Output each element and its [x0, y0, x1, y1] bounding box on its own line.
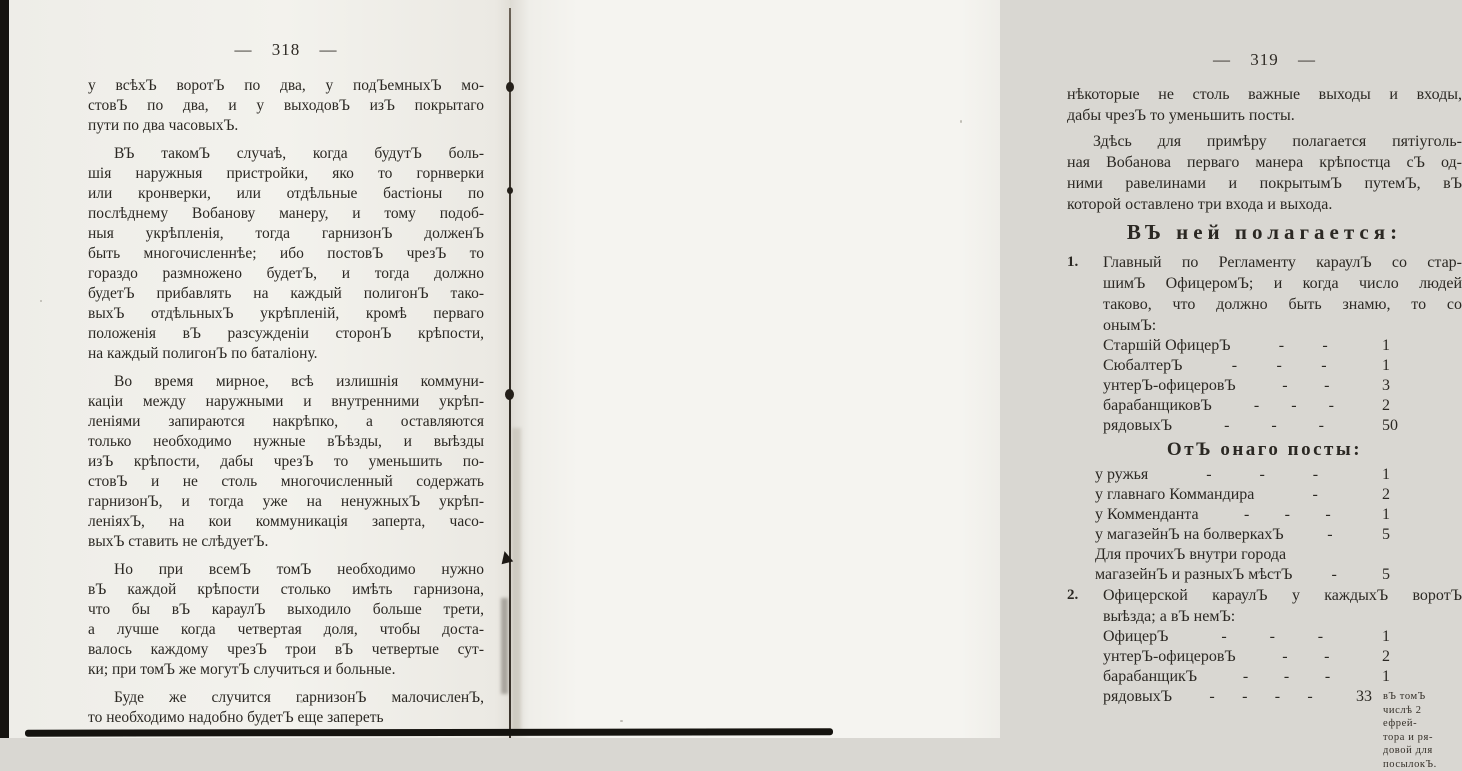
row-label: магазейнЪ и разныхЪ мѣстЪ [1095, 565, 1292, 585]
table-row [1103, 356, 1462, 376]
posts-table [1095, 465, 1462, 585]
list-item-2 [1067, 585, 1462, 707]
leader-dash: - [1324, 376, 1329, 396]
list-item-2-text [1103, 585, 1462, 627]
row-label: барабанщиковЪ [1103, 396, 1212, 416]
text-line: ки; при томЪ же могутЪ случиться и больные. [88, 660, 484, 680]
list-item-1 [1067, 252, 1462, 436]
margin-note-line: ефрей- [1383, 717, 1453, 731]
text-line: дабы чрезЪ то уменьшить посты. [1067, 105, 1462, 126]
leader-dashes [1197, 667, 1382, 687]
leader-dashes [1168, 627, 1382, 647]
leader-dashes [1199, 505, 1382, 525]
list-item-1-number: 1. [1067, 252, 1103, 436]
text-line: ная Вобанова перваго манера крѣпостца сЪ од- [1067, 152, 1462, 173]
margin-note-line: числѣ 2 [1383, 704, 1453, 718]
leader-dash: - [1284, 667, 1289, 687]
leader-dash: - [1282, 647, 1287, 667]
text-line: таково, что должно быть знамю, то со [1103, 294, 1462, 315]
leader-dashes [1148, 465, 1382, 485]
margin-note-line: довой для [1383, 744, 1453, 758]
text-line: что бы вЪ караулЪ выходило больше трети, [88, 600, 484, 620]
text-line: а лучше когда четвертая доля, чтобы доста- [88, 620, 484, 640]
text-line: каціи между наружными и внутренними укрѣп- [88, 392, 484, 412]
leader-dash: - [1313, 465, 1318, 485]
text-line: то необходимо надобно будетЪ еще запереть [88, 708, 484, 728]
leader-dash: - [1291, 396, 1296, 416]
leader-dashes [1172, 416, 1382, 436]
leader-dash: - [1318, 627, 1323, 647]
posts-heading: ОтЪ онаго посты: [1067, 439, 1462, 461]
table-row [1103, 336, 1462, 356]
text-line: нѣкоторые не столь важные выходы и входы, [1067, 84, 1462, 105]
table-row [1103, 627, 1462, 647]
paragraph [88, 372, 484, 552]
row-label: у главнаго Коммандира [1095, 485, 1254, 505]
leader-dash: - [1319, 416, 1324, 436]
row-label: у ружья [1095, 465, 1148, 485]
gutter-smudge [512, 428, 521, 733]
list-item-1-body [1103, 252, 1462, 436]
book-edge-shadow [0, 0, 9, 738]
leader-dash: - [1279, 336, 1284, 356]
text-line: Но при всемЪ томЪ необходимо нужно [88, 560, 484, 580]
row-value: 1 [1382, 505, 1462, 525]
paper-speck [960, 120, 962, 123]
text-line: шимЪ ОфицеромЪ; и когда число людей [1103, 273, 1462, 294]
row-value: 1 [1382, 465, 1462, 485]
text-line: выхЪ отдѣльныхЪ укрѣпленій, кромѣ перваго [88, 304, 484, 324]
officer-guard-table [1103, 627, 1462, 707]
row-label: у магазейнЪ на болверкахЪ [1095, 525, 1284, 545]
right-page [510, 0, 1000, 738]
row-value: 2 [1382, 485, 1462, 505]
table-row [1103, 376, 1462, 396]
right-page-body-text [1067, 84, 1462, 215]
text-line: или кронверки, или отдѣльные бастіоны по [88, 184, 484, 204]
page-number-319: — 319 — [1067, 50, 1462, 70]
row-label: унтерЪ-офицеровЪ [1103, 376, 1236, 396]
leader-dash: - [1282, 376, 1287, 396]
text-line: положенія вЪ разсужденіи сторонЪ крѣпости, [88, 324, 484, 344]
text-line: Главный по Регламенту караулЪ со стар- [1103, 252, 1462, 273]
text-line: ними равелинами и покрытымЪ путемЪ, вЪ [1067, 173, 1462, 194]
margin-note [1383, 690, 1453, 771]
text-line: послѣднему Вобанову манеру, и тому подоб- [88, 204, 484, 224]
left-page-content [88, 40, 484, 736]
table-row [1103, 687, 1462, 707]
leader-dashes [1172, 687, 1356, 707]
leader-dash: - [1277, 356, 1282, 376]
text-line: у всѣхЪ воротЪ по два, у подЪемныхЪ мо- [88, 76, 484, 96]
row-label: барабанщикЪ [1103, 667, 1197, 687]
row-value: 50 [1382, 416, 1462, 436]
row-value: 1 [1382, 627, 1462, 647]
leader-dashes [1212, 396, 1382, 416]
text-line: только необходимо нужные вЪѣзды, и выѣзды [88, 432, 484, 452]
leader-dash: - [1285, 505, 1290, 525]
section-heading: ВЪ ней полагается: [1067, 220, 1462, 245]
row-value: 1 [1382, 356, 1462, 376]
text-line: которой оставлено три входа и выхода. [1067, 194, 1462, 215]
text-line: быть многочисленнѣе; ибо постовЪ чрезЪ то [88, 244, 484, 264]
margin-note-line: вЪ томЪ [1383, 690, 1453, 704]
table-row [1095, 545, 1462, 565]
row-label: рядовыхЪ [1103, 687, 1172, 707]
leader-dashes [1182, 356, 1382, 376]
leader-dashes [1284, 525, 1382, 545]
text-line: вЪ каждой крѣпости столько имѣть гарнизона, [88, 580, 484, 600]
text-line: на каждый полигонЪ по баталіону. [88, 344, 484, 364]
table-row [1095, 485, 1462, 505]
text-line: Офицерской караулЪ у каждыхЪ воротЪ [1103, 585, 1462, 606]
leader-dash: - [1270, 627, 1275, 647]
row-value: 2 [1382, 396, 1462, 416]
text-line: гарнизонЪ, и тогда уже на ненужныхЪ укрѣп- [88, 492, 484, 512]
leader-dash: - [1329, 396, 1334, 416]
leader-dashes [1236, 376, 1382, 396]
paper-speck [150, 670, 152, 672]
table-row [1103, 647, 1462, 667]
table-row [1103, 416, 1462, 436]
text-line: Во время мирное, всѣ излишнія коммуни- [88, 372, 484, 392]
text-line: стовЪ и не столь многочисленный содержать [88, 472, 484, 492]
row-value: 1 [1382, 336, 1462, 356]
ink-blot [505, 389, 514, 400]
ink-blot [506, 82, 514, 92]
text-line: леніями запираются накрѣпко, а оставляются [88, 412, 484, 432]
guard-strength-table [1103, 336, 1462, 436]
text-line: стовЪ по два, и у выходовЪ изЪ покрытаго [88, 96, 484, 116]
leader-dash: - [1325, 667, 1330, 687]
leader-dash: - [1232, 356, 1237, 376]
paper-speck [620, 720, 623, 722]
leader-dashes [1254, 485, 1382, 505]
row-value: 5 [1382, 525, 1462, 545]
leader-dash: - [1307, 687, 1312, 707]
gutter-smudge-dark [501, 598, 508, 694]
row-value: 33 вЪ томЪ числѣ 2 ефрей- тора и ря- довой для посылокЪ. [1356, 687, 1462, 707]
row-label: Для прочихЪ внутри города [1095, 545, 1286, 565]
leader-dash: - [1275, 687, 1280, 707]
table-row [1103, 667, 1462, 687]
leader-dash: - [1324, 647, 1329, 667]
list-item-1-text [1103, 252, 1462, 336]
leader-dash: - [1243, 667, 1248, 687]
leader-dash: - [1325, 505, 1330, 525]
paragraph [88, 560, 484, 680]
leader-dash: - [1271, 416, 1276, 436]
text-line: шія наружныя пристройки, яко то горнверки [88, 164, 484, 184]
leader-dash: - [1327, 525, 1332, 545]
paragraph [1067, 84, 1462, 126]
table-row [1095, 505, 1462, 525]
left-page-body-text [88, 76, 484, 728]
leader-dashes [1231, 336, 1382, 356]
leader-dash: - [1259, 465, 1264, 485]
text-line: пути по два часовыхЪ. [88, 116, 484, 136]
text-line: онымЪ: [1103, 315, 1462, 336]
leader-dash: - [1221, 627, 1226, 647]
leader-dash: - [1322, 336, 1327, 356]
paragraph [88, 76, 484, 136]
margin-note-line: посылокЪ. [1383, 758, 1453, 771]
row-label: унтерЪ-офицеровЪ [1103, 647, 1236, 667]
list-item-2-body [1103, 585, 1462, 707]
row-label: у Комменданта [1095, 505, 1199, 525]
scan-artifact-bar [25, 728, 833, 736]
left-page [9, 0, 510, 738]
margin-note-line: тора и ря- [1383, 731, 1453, 745]
text-line: Здѣсь для примѣру полагается пятіуголь- [1067, 131, 1462, 152]
text-line: валось каждому чрезЪ трои вЪ четвертые сут- [88, 640, 484, 660]
leader-dash: - [1206, 465, 1211, 485]
text-line: Буде же случится гарнизонЪ малочисленЪ, [88, 688, 484, 708]
binding-gutter-line [509, 8, 511, 738]
leader-dash: - [1321, 356, 1326, 376]
list-item-2-number: 2. [1067, 585, 1103, 707]
text-line: выхЪ ставить не слѣдуетЪ. [88, 532, 484, 552]
table-row [1103, 396, 1462, 416]
row-label: ОфицерЪ [1103, 627, 1168, 647]
leader-dash: - [1244, 505, 1249, 525]
right-page-content [1067, 50, 1462, 708]
paragraph [88, 688, 484, 728]
text-line: леніяхЪ, на кои коммуникація заперта, часо- [88, 512, 484, 532]
leader-dashes [1236, 647, 1382, 667]
text-line: ВЪ такомЪ случаѣ, когда будутЪ боль- [88, 144, 484, 164]
table-row [1095, 525, 1462, 545]
row-label: СюбалтерЪ [1103, 356, 1182, 376]
paragraph [88, 144, 484, 364]
paper-speck [300, 700, 303, 703]
text-line: будетЪ прибавлять на каждый полигонЪ тако- [88, 284, 484, 304]
row-value: 1 [1382, 667, 1462, 687]
table-row [1095, 565, 1462, 585]
text-line: ныя укрѣпленія, тогда гарнизонЪ долженЪ [88, 224, 484, 244]
leader-dash: - [1313, 485, 1318, 505]
table-row [1095, 465, 1462, 485]
ink-blot [507, 187, 513, 194]
leader-dash: - [1332, 565, 1337, 585]
leader-dash: - [1242, 687, 1247, 707]
row-value: 3 [1382, 376, 1462, 396]
text-line: выѣзда; а вЪ немЪ: [1103, 606, 1462, 627]
row-value: 5 [1382, 565, 1462, 585]
leader-dash: - [1209, 687, 1214, 707]
text-line: гораздо размножено будетЪ, и тогда должно [88, 264, 484, 284]
leader-dashes [1292, 565, 1382, 585]
page-number-318: — 318 — [88, 40, 484, 60]
leader-dash: - [1254, 396, 1259, 416]
row-value: 2 [1382, 647, 1462, 667]
row-label: рядовыхЪ [1103, 416, 1172, 436]
paper-speck [40, 300, 42, 302]
leader-dash: - [1224, 416, 1229, 436]
row-label: Старшій ОфицерЪ [1103, 336, 1231, 356]
text-line: изЪ крѣпости, дабы чрезЪ то уменьшить по- [88, 452, 484, 472]
paragraph [1067, 131, 1462, 215]
